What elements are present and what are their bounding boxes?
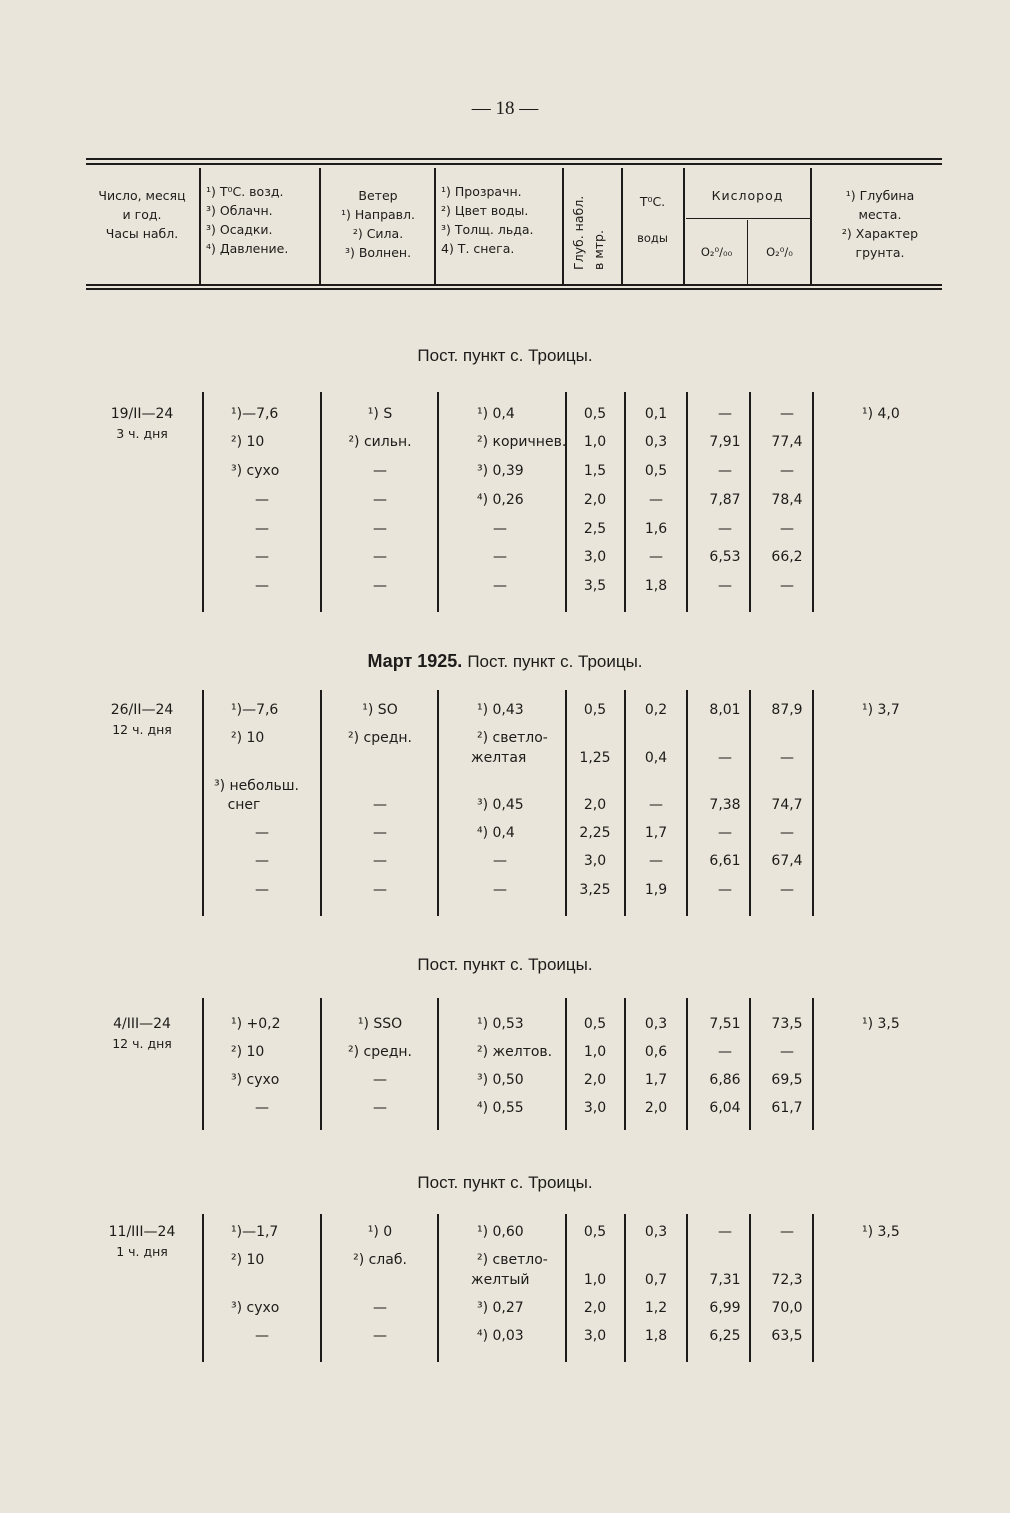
column-separator — [749, 1214, 751, 1362]
table-cell: — — [718, 882, 732, 898]
header-bottom-rule-2 — [86, 288, 942, 290]
table-cell: — — [255, 1100, 269, 1116]
table-cell: ³) 0,45 — [477, 797, 524, 813]
section-title — [0, 651, 1010, 672]
table-cell: 0,3 — [644, 1016, 668, 1032]
header-text: ³) Облачн. — [206, 203, 273, 218]
section-month-title: Март 1925. — [367, 651, 468, 671]
place-depth: ¹) 3,5 — [862, 1224, 900, 1240]
table-cell: ²) светло- — [477, 730, 548, 746]
column-separator — [320, 1214, 322, 1362]
header-text: в мтр. — [591, 230, 606, 270]
header-text: ⁴) Давление. — [206, 241, 289, 256]
table-cell: желтый — [471, 1272, 530, 1288]
header-text: ¹) Глубина — [845, 188, 915, 203]
header-water-temp-column — [622, 192, 683, 248]
table-cell: — — [255, 492, 269, 508]
table-cell: 1,5 — [583, 463, 607, 479]
column-separator — [320, 998, 322, 1130]
table-cell: ¹)—7,6 — [231, 406, 279, 422]
table-cell: 1,0 — [583, 1044, 607, 1060]
page-number: — 18 — — [471, 98, 539, 119]
table-cell: 6,61 — [709, 853, 741, 869]
table-cell: ³) сухо — [231, 463, 280, 479]
table-cell: 0,5 — [583, 702, 607, 718]
column-separator — [812, 392, 814, 612]
table-cell: снег — [227, 797, 261, 813]
table-cell: — — [373, 549, 387, 565]
header-separator — [199, 168, 201, 284]
table-cell: — — [780, 406, 794, 422]
table-cell: — — [649, 853, 663, 869]
table-cell: — — [373, 1328, 387, 1344]
table-cell: 7,38 — [709, 797, 741, 813]
table-cell: 2,0 — [583, 492, 607, 508]
table-cell: — — [649, 549, 663, 565]
column-separator — [565, 998, 567, 1130]
table-cell: 6,86 — [709, 1072, 741, 1088]
header-separator — [434, 168, 436, 284]
place-depth: ¹) 4,0 — [862, 406, 900, 422]
table-cell: 0,7 — [644, 1272, 668, 1288]
table-cell: ¹) 0,4 — [477, 406, 515, 422]
table-cell: ²) 10 — [231, 730, 265, 746]
header-text: 4) Т. снега. — [441, 241, 515, 256]
table-cell: 6,53 — [709, 549, 741, 565]
observation-time: 12 ч. дня — [112, 1036, 172, 1051]
table-cell: — — [255, 853, 269, 869]
table-cell: — — [255, 578, 269, 594]
table-cell: ¹) +0,2 — [231, 1016, 281, 1032]
observation-date: 4/III—24 — [113, 1016, 171, 1032]
column-separator — [437, 690, 439, 916]
table-cell: 1,25 — [579, 750, 611, 766]
column-separator — [437, 998, 439, 1130]
header-text: ¹) Прозрачн. — [441, 184, 522, 199]
table-cell: 3,0 — [583, 549, 607, 565]
table-cell: ²) коричнев. — [477, 434, 567, 450]
table-cell: 3,0 — [583, 1328, 607, 1344]
table-cell: — — [493, 882, 507, 898]
observation-date: 11/III—24 — [108, 1224, 176, 1240]
header-text: места. — [858, 207, 902, 222]
section-title-text: Пост. пункт с. Троицы. — [417, 346, 593, 365]
table-cell: 6,99 — [709, 1300, 741, 1316]
table-cell: ³) небольш. — [214, 778, 299, 794]
header-text: ²) Цвет воды. — [441, 203, 529, 218]
table-cell: 0,3 — [644, 1224, 668, 1240]
table-cell: 0,6 — [644, 1044, 668, 1060]
table-cell: 3,0 — [583, 853, 607, 869]
header-date-column — [86, 186, 198, 243]
header-text: T⁰C. — [639, 194, 666, 209]
header-oxygen-percent: O₂⁰/₀ — [766, 245, 793, 259]
table-cell: ³) 0,39 — [477, 463, 524, 479]
header-text: ²) Характер — [841, 226, 919, 241]
table-cell: 7,31 — [709, 1272, 741, 1288]
header-depth-column — [563, 166, 621, 284]
column-separator — [437, 392, 439, 612]
table-cell: 2,0 — [644, 1100, 668, 1116]
header-text: и год. — [122, 207, 162, 222]
column-separator — [624, 998, 626, 1130]
table-cell: — — [373, 1100, 387, 1116]
table-cell: — — [718, 521, 732, 537]
column-separator — [812, 1214, 814, 1362]
table-cell: — — [780, 750, 794, 766]
table-cell: 66,2 — [771, 549, 803, 565]
table-cell: 1,0 — [583, 1272, 607, 1288]
table-cell: ⁴) 0,03 — [477, 1328, 524, 1344]
table-cell: ¹) S — [367, 406, 393, 422]
table-cell: — — [718, 825, 732, 841]
table-cell: ²) 10 — [231, 1252, 265, 1268]
header-text: Ветер — [358, 188, 398, 203]
table-cell: 6,25 — [709, 1328, 741, 1344]
table-cell: — — [718, 578, 732, 594]
table-cell: — — [493, 549, 507, 565]
column-separator — [320, 392, 322, 612]
column-separator — [202, 392, 204, 612]
section-title — [0, 955, 1010, 975]
column-separator — [320, 690, 322, 916]
column-separator — [202, 1214, 204, 1362]
section-title — [0, 1173, 1010, 1193]
section-title — [0, 346, 1010, 366]
table-cell: — — [373, 1300, 387, 1316]
header-separator — [810, 168, 812, 284]
observation-time: 12 ч. дня — [112, 722, 172, 737]
column-separator — [624, 392, 626, 612]
table-cell: — — [255, 549, 269, 565]
table-cell: ²) светло- — [477, 1252, 548, 1268]
column-separator — [565, 1214, 567, 1362]
header-text: воды — [637, 231, 668, 245]
table-cell: ¹)—1,7 — [231, 1224, 279, 1240]
column-separator — [812, 690, 814, 916]
table-cell: 1,0 — [583, 434, 607, 450]
table-cell: 7,87 — [709, 492, 741, 508]
table-cell: ²) средн. — [347, 730, 413, 746]
table-cell: — — [780, 825, 794, 841]
table-cell: 2,25 — [579, 825, 611, 841]
table-cell: 73,5 — [771, 1016, 803, 1032]
place-depth: ¹) 3,7 — [862, 702, 900, 718]
column-separator — [202, 998, 204, 1130]
table-cell: ²) 10 — [231, 434, 265, 450]
table-cell: 3,0 — [583, 1100, 607, 1116]
table-cell: 1,7 — [644, 825, 668, 841]
table-cell: ¹) SSO — [357, 1016, 403, 1032]
table-cell: — — [373, 578, 387, 594]
header-text: Часы набл. — [105, 226, 179, 241]
table-cell: — — [373, 882, 387, 898]
header-oxygen: Кислород — [711, 188, 784, 203]
table-cell: 1,2 — [644, 1300, 668, 1316]
table-cell: ¹) 0,53 — [477, 1016, 524, 1032]
header-transparency-column — [441, 182, 561, 258]
observation-date: 19/II—24 — [110, 406, 174, 422]
header-wind-column — [322, 186, 434, 262]
table-cell: — — [780, 1224, 794, 1240]
table-cell: 70,0 — [771, 1300, 803, 1316]
column-separator — [202, 690, 204, 916]
table-cell: ²) слаб. — [353, 1252, 407, 1268]
section-title-text: Пост. пункт с. Троицы. — [417, 1173, 593, 1192]
table-cell: ¹) 0,43 — [477, 702, 524, 718]
table-cell: — — [255, 825, 269, 841]
table-cell: ⁴) 0,55 — [477, 1100, 524, 1116]
column-separator — [437, 1214, 439, 1362]
table-cell: ³) сухо — [231, 1300, 280, 1316]
table-cell: 0,4 — [644, 750, 668, 766]
observation-time: 1 ч. дня — [116, 1244, 168, 1259]
column-separator — [686, 392, 688, 612]
table-cell: 2,0 — [583, 1300, 607, 1316]
table-cell: — — [493, 578, 507, 594]
table-cell: — — [493, 853, 507, 869]
table-cell: 0,1 — [644, 406, 668, 422]
table-cell: ³) 0,50 — [477, 1072, 524, 1088]
table-cell: 0,5 — [583, 406, 607, 422]
table-cell: желтая — [471, 750, 527, 766]
header-top-rule — [86, 158, 942, 160]
column-separator — [565, 690, 567, 916]
table-cell: 2,5 — [583, 521, 607, 537]
table-cell: 6,04 — [709, 1100, 741, 1116]
header-oxygen-permille: O₂⁰/₀₀ — [700, 245, 733, 259]
header-top-rule-2 — [86, 163, 942, 165]
table-cell: 0,5 — [644, 463, 668, 479]
table-cell: — — [373, 492, 387, 508]
table-cell: — — [780, 463, 794, 479]
table-cell: — — [649, 492, 663, 508]
table-cell: 67,4 — [771, 853, 803, 869]
table-cell: 1,8 — [644, 1328, 668, 1344]
table-cell: 0,5 — [583, 1224, 607, 1240]
place-depth: ¹) 3,5 — [862, 1016, 900, 1032]
table-cell: ²) 10 — [231, 1044, 265, 1060]
column-separator — [686, 998, 688, 1130]
table-cell: 78,4 — [771, 492, 803, 508]
observation-date: 26/II—24 — [110, 702, 174, 718]
table-cell: 8,01 — [709, 702, 741, 718]
table-cell: ²) желтов. — [477, 1044, 553, 1060]
table-cell: — — [718, 463, 732, 479]
table-cell: — — [718, 750, 732, 766]
table-cell: 1,8 — [644, 578, 668, 594]
table-cell: 0,5 — [583, 1016, 607, 1032]
header-text: грунта. — [855, 245, 905, 260]
table-cell: — — [718, 1224, 732, 1240]
table-cell: — — [780, 1044, 794, 1060]
header-text: ¹) T⁰C. возд. — [206, 184, 284, 199]
table-cell: — — [718, 406, 732, 422]
column-separator — [624, 1214, 626, 1362]
table-cell: ³) сухо — [231, 1072, 280, 1088]
table-cell: — — [373, 521, 387, 537]
table-cell: 1,6 — [644, 521, 668, 537]
column-separator — [565, 392, 567, 612]
table-cell: 7,51 — [709, 1016, 741, 1032]
table-cell: ¹) SO — [362, 702, 398, 718]
table-cell: — — [718, 1044, 732, 1060]
table-cell: — — [373, 463, 387, 479]
table-cell: ⁴) 0,4 — [477, 825, 515, 841]
header-text: Глуб. набл. — [571, 195, 586, 270]
table-cell: 63,5 — [771, 1328, 803, 1344]
table-cell: — — [373, 797, 387, 813]
table-cell: — — [780, 521, 794, 537]
table-cell: ⁴) 0,26 — [477, 492, 524, 508]
table-cell: 0,3 — [644, 434, 668, 450]
table-cell: 72,3 — [771, 1272, 803, 1288]
table-cell: 74,7 — [771, 797, 803, 813]
header-text: ²) Сила. — [352, 226, 404, 241]
table-cell: 61,7 — [771, 1100, 803, 1116]
table-cell: — — [255, 1328, 269, 1344]
table-cell: ²) сильн. — [348, 434, 412, 450]
table-cell: — — [649, 797, 663, 813]
column-separator — [749, 690, 751, 916]
table-cell: — — [373, 853, 387, 869]
column-separator — [686, 690, 688, 916]
table-cell: ¹) 0,60 — [477, 1224, 524, 1240]
table-cell: ¹)—7,6 — [231, 702, 279, 718]
header-text: ¹) Направл. — [340, 207, 416, 222]
header-bottom-rule — [86, 284, 942, 286]
header-separator — [319, 168, 321, 284]
header-text: Число, месяц — [98, 188, 186, 203]
header-air-column — [206, 182, 318, 258]
table-cell: ²) средн. — [347, 1044, 413, 1060]
table-cell: 69,5 — [771, 1072, 803, 1088]
column-separator — [624, 690, 626, 916]
table-cell: 87,9 — [771, 702, 803, 718]
column-separator — [812, 998, 814, 1130]
table-cell: 77,4 — [771, 434, 803, 450]
table-cell: 7,91 — [709, 434, 741, 450]
table-cell: — — [780, 882, 794, 898]
table-cell: 1,7 — [644, 1072, 668, 1088]
header-text: ³) Осадки. — [206, 222, 273, 237]
table-cell: 2,0 — [583, 1072, 607, 1088]
table-cell: — — [373, 1072, 387, 1088]
column-separator — [749, 998, 751, 1130]
table-cell: — — [255, 882, 269, 898]
table-cell: 3,5 — [583, 578, 607, 594]
table-cell: 2,0 — [583, 797, 607, 813]
header-text: ³) Волнен. — [344, 245, 412, 260]
header-place-depth-column — [815, 186, 945, 262]
table-cell: ¹) 0 — [367, 1224, 393, 1240]
header-text: ³) Толщ. льда. — [441, 222, 534, 237]
table-cell: ³) 0,27 — [477, 1300, 524, 1316]
table-cell: — — [493, 521, 507, 537]
column-separator — [686, 1214, 688, 1362]
table-cell: — — [373, 825, 387, 841]
observation-time: 3 ч. дня — [116, 426, 168, 441]
table-cell: — — [780, 578, 794, 594]
table-cell: 3,25 — [579, 882, 611, 898]
table-cell: — — [255, 521, 269, 537]
section-title-text: Пост. пункт с. Троицы. — [417, 955, 593, 974]
table-cell: 1,9 — [644, 882, 668, 898]
table-cell: 0,2 — [644, 702, 668, 718]
section-title-text: Пост. пункт с. Троицы. — [467, 652, 643, 671]
column-separator — [749, 392, 751, 612]
